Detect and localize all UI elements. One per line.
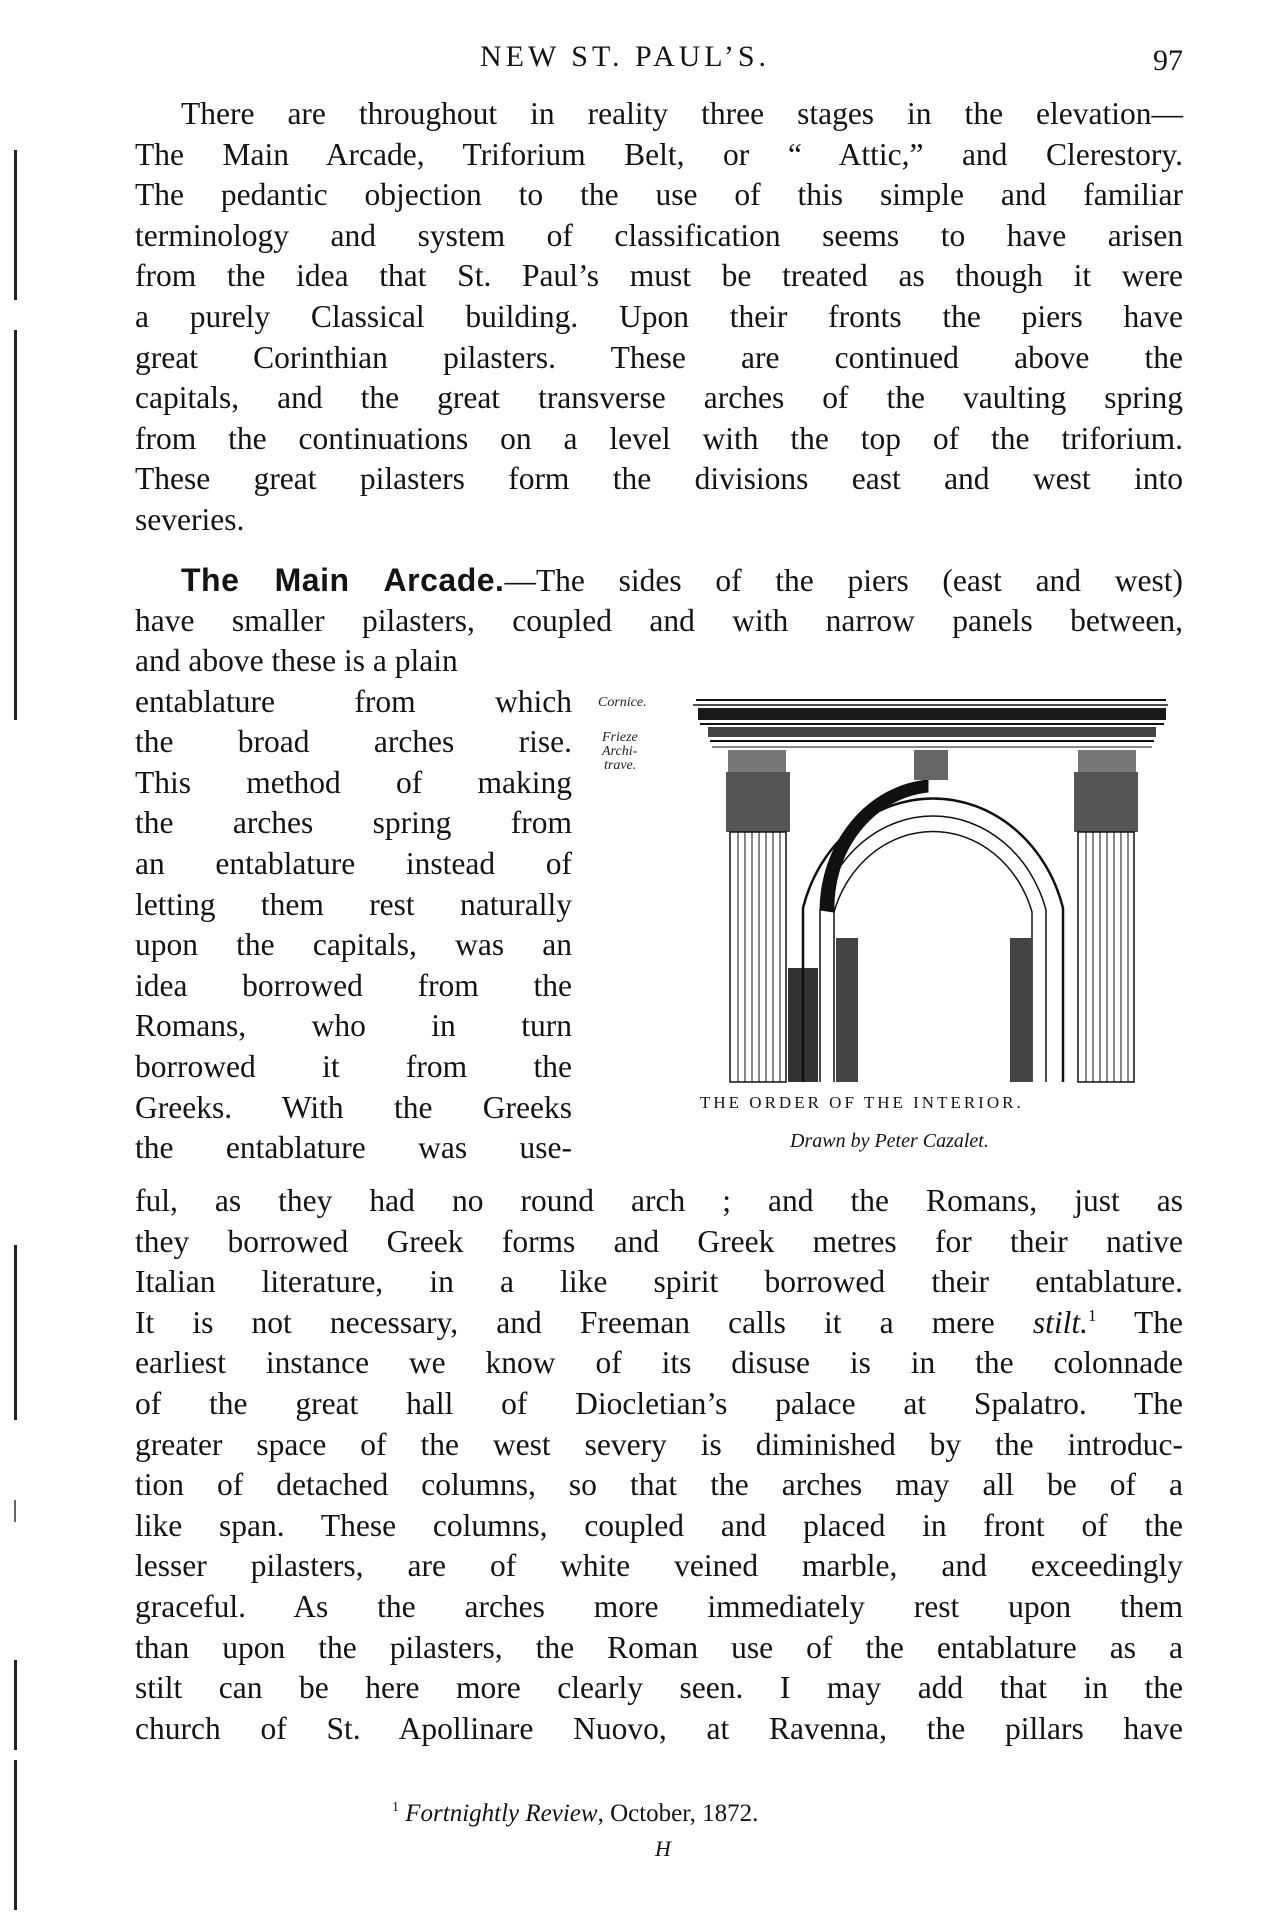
margin-rule bbox=[14, 1660, 17, 1750]
text-line: entablature from which bbox=[135, 683, 572, 719]
footnote-reference[interactable]: 1 bbox=[1087, 1305, 1097, 1325]
text-span: The bbox=[1096, 1304, 1183, 1340]
text-line: from the idea that St. Paul’s must be treated as though it were bbox=[135, 258, 1183, 294]
text-line: The pedantic objection to the use of this simple and familiar bbox=[135, 177, 1183, 213]
text-line: Romans, who in turn bbox=[135, 1008, 572, 1044]
text-line: Italian literature, in a like spirit borrowed their entablature. bbox=[135, 1264, 1183, 1300]
text-line: earliest instance we know of its disuse is in the colonnade bbox=[135, 1345, 1183, 1381]
text-line: upon the capitals, was an bbox=[135, 927, 572, 963]
page-number: 97 bbox=[1153, 44, 1183, 77]
text-line: terminology and system of classification seems to have arisen bbox=[135, 217, 1183, 253]
narrow-column bbox=[135, 641, 572, 1169]
label-trave: trave. bbox=[604, 758, 637, 773]
label-frieze: Frieze bbox=[602, 730, 638, 745]
text-line: tion of detached columns, so that the arches may all be of a bbox=[135, 1467, 1183, 1503]
text-line: lesser pilasters, are of white veined marble, and exceedingly bbox=[135, 1548, 1183, 1584]
text-line: a purely Classical building. Upon their fronts the piers have bbox=[135, 298, 1183, 334]
figure-credit: Drawn by Peter Cazalet. bbox=[790, 1130, 989, 1152]
text-line: There are throughout in reality three stages in the elevation— bbox=[181, 96, 1183, 131]
text-line: the entablature was use- bbox=[135, 1130, 572, 1166]
margin-rule bbox=[14, 150, 17, 300]
paragraph-main-arcade bbox=[135, 560, 1183, 641]
text-line: graceful. As the arches more immediately rest upon them bbox=[135, 1588, 1183, 1624]
text-line: great Corinthian pilasters. These are continued above the bbox=[135, 339, 1183, 375]
text-line: from the continuations on a level with the top of the triforium. bbox=[135, 420, 1183, 456]
paragraph-stages bbox=[135, 94, 1183, 541]
text-line: Greeks. With the Greeks bbox=[135, 1089, 572, 1125]
text-line: an entablature instead of bbox=[135, 845, 572, 881]
text-line-with-note bbox=[135, 1303, 1183, 1344]
arch-engraving bbox=[598, 668, 1178, 1088]
text-line: greater space of the west severy is diminished by the introduc- bbox=[135, 1426, 1183, 1462]
text-line: stilt can be here more clearly seen. I may add that in the bbox=[135, 1670, 1183, 1706]
margin-tick bbox=[14, 1500, 16, 1522]
text-line: the arches spring from bbox=[135, 805, 572, 841]
margin-rule bbox=[14, 1245, 17, 1420]
margin-rule bbox=[14, 420, 17, 720]
text-line: church of St. Apollinare Nuovo, at Ravenna, the pillars have bbox=[135, 1710, 1183, 1746]
text-line: idea borrowed from the bbox=[135, 967, 572, 1003]
label-archi: Archi- bbox=[602, 744, 638, 759]
text-line: and above these is a plain bbox=[135, 643, 458, 678]
label-cornice: Cornice. bbox=[598, 695, 647, 710]
text-line: The Main Arcade, Triforium Belt, or “ Attic,” and Clerestory. bbox=[135, 136, 1183, 172]
margin-rule bbox=[14, 330, 17, 420]
text-line: they borrowed Greek forms and Greek metres for their native bbox=[135, 1223, 1183, 1259]
text-italic: stilt. bbox=[1032, 1304, 1088, 1340]
text-line: ful, as they had no round arch ; and the Romans, just as bbox=[135, 1183, 1183, 1218]
margin-rule bbox=[14, 1760, 17, 1910]
section-heading: The Main Arcade. bbox=[181, 562, 505, 598]
section-first-line-text: —The sides of the piers (east and west) bbox=[504, 563, 1183, 598]
text-line: These great pilasters form the divisions east and west into bbox=[135, 461, 1183, 497]
text-line: like span. These columns, coupled and placed in front of the bbox=[135, 1507, 1183, 1543]
footnote-mark: 1 bbox=[392, 1800, 399, 1815]
text-line: of the great hall of Diocletian’s palace at Spalatro. The bbox=[135, 1385, 1183, 1421]
text-line: than upon the pilasters, the Roman use of the entablature as a bbox=[135, 1629, 1183, 1665]
text-span: It is not necessary, and Freeman calls it a mere bbox=[135, 1304, 1033, 1340]
text-line: letting them rest naturally bbox=[135, 886, 572, 922]
text-line: have smaller pilasters, coupled and with narrow panels between, bbox=[135, 602, 1183, 638]
paragraph-entablature bbox=[135, 1181, 1183, 1749]
footnote bbox=[392, 1800, 758, 1828]
arch-illustration bbox=[598, 668, 1178, 1088]
running-head: NEW ST. PAUL’S. bbox=[480, 40, 771, 73]
figure-caption: THE ORDER OF THE INTERIOR. bbox=[700, 1093, 1024, 1112]
signature-mark: H bbox=[655, 1836, 671, 1861]
text-line: borrowed it from the bbox=[135, 1048, 572, 1084]
text-line: severies. bbox=[135, 501, 245, 537]
text-line: This method of making bbox=[135, 764, 572, 800]
text-line: the broad arches rise. bbox=[135, 724, 572, 760]
footnote-source: Fortnightly Review bbox=[405, 1800, 598, 1827]
section-first-line bbox=[135, 560, 1183, 601]
text-line: capitals, and the great transverse arches of the vaulting spring bbox=[135, 380, 1183, 416]
footnote-detail: , October, 1872. bbox=[597, 1800, 759, 1827]
